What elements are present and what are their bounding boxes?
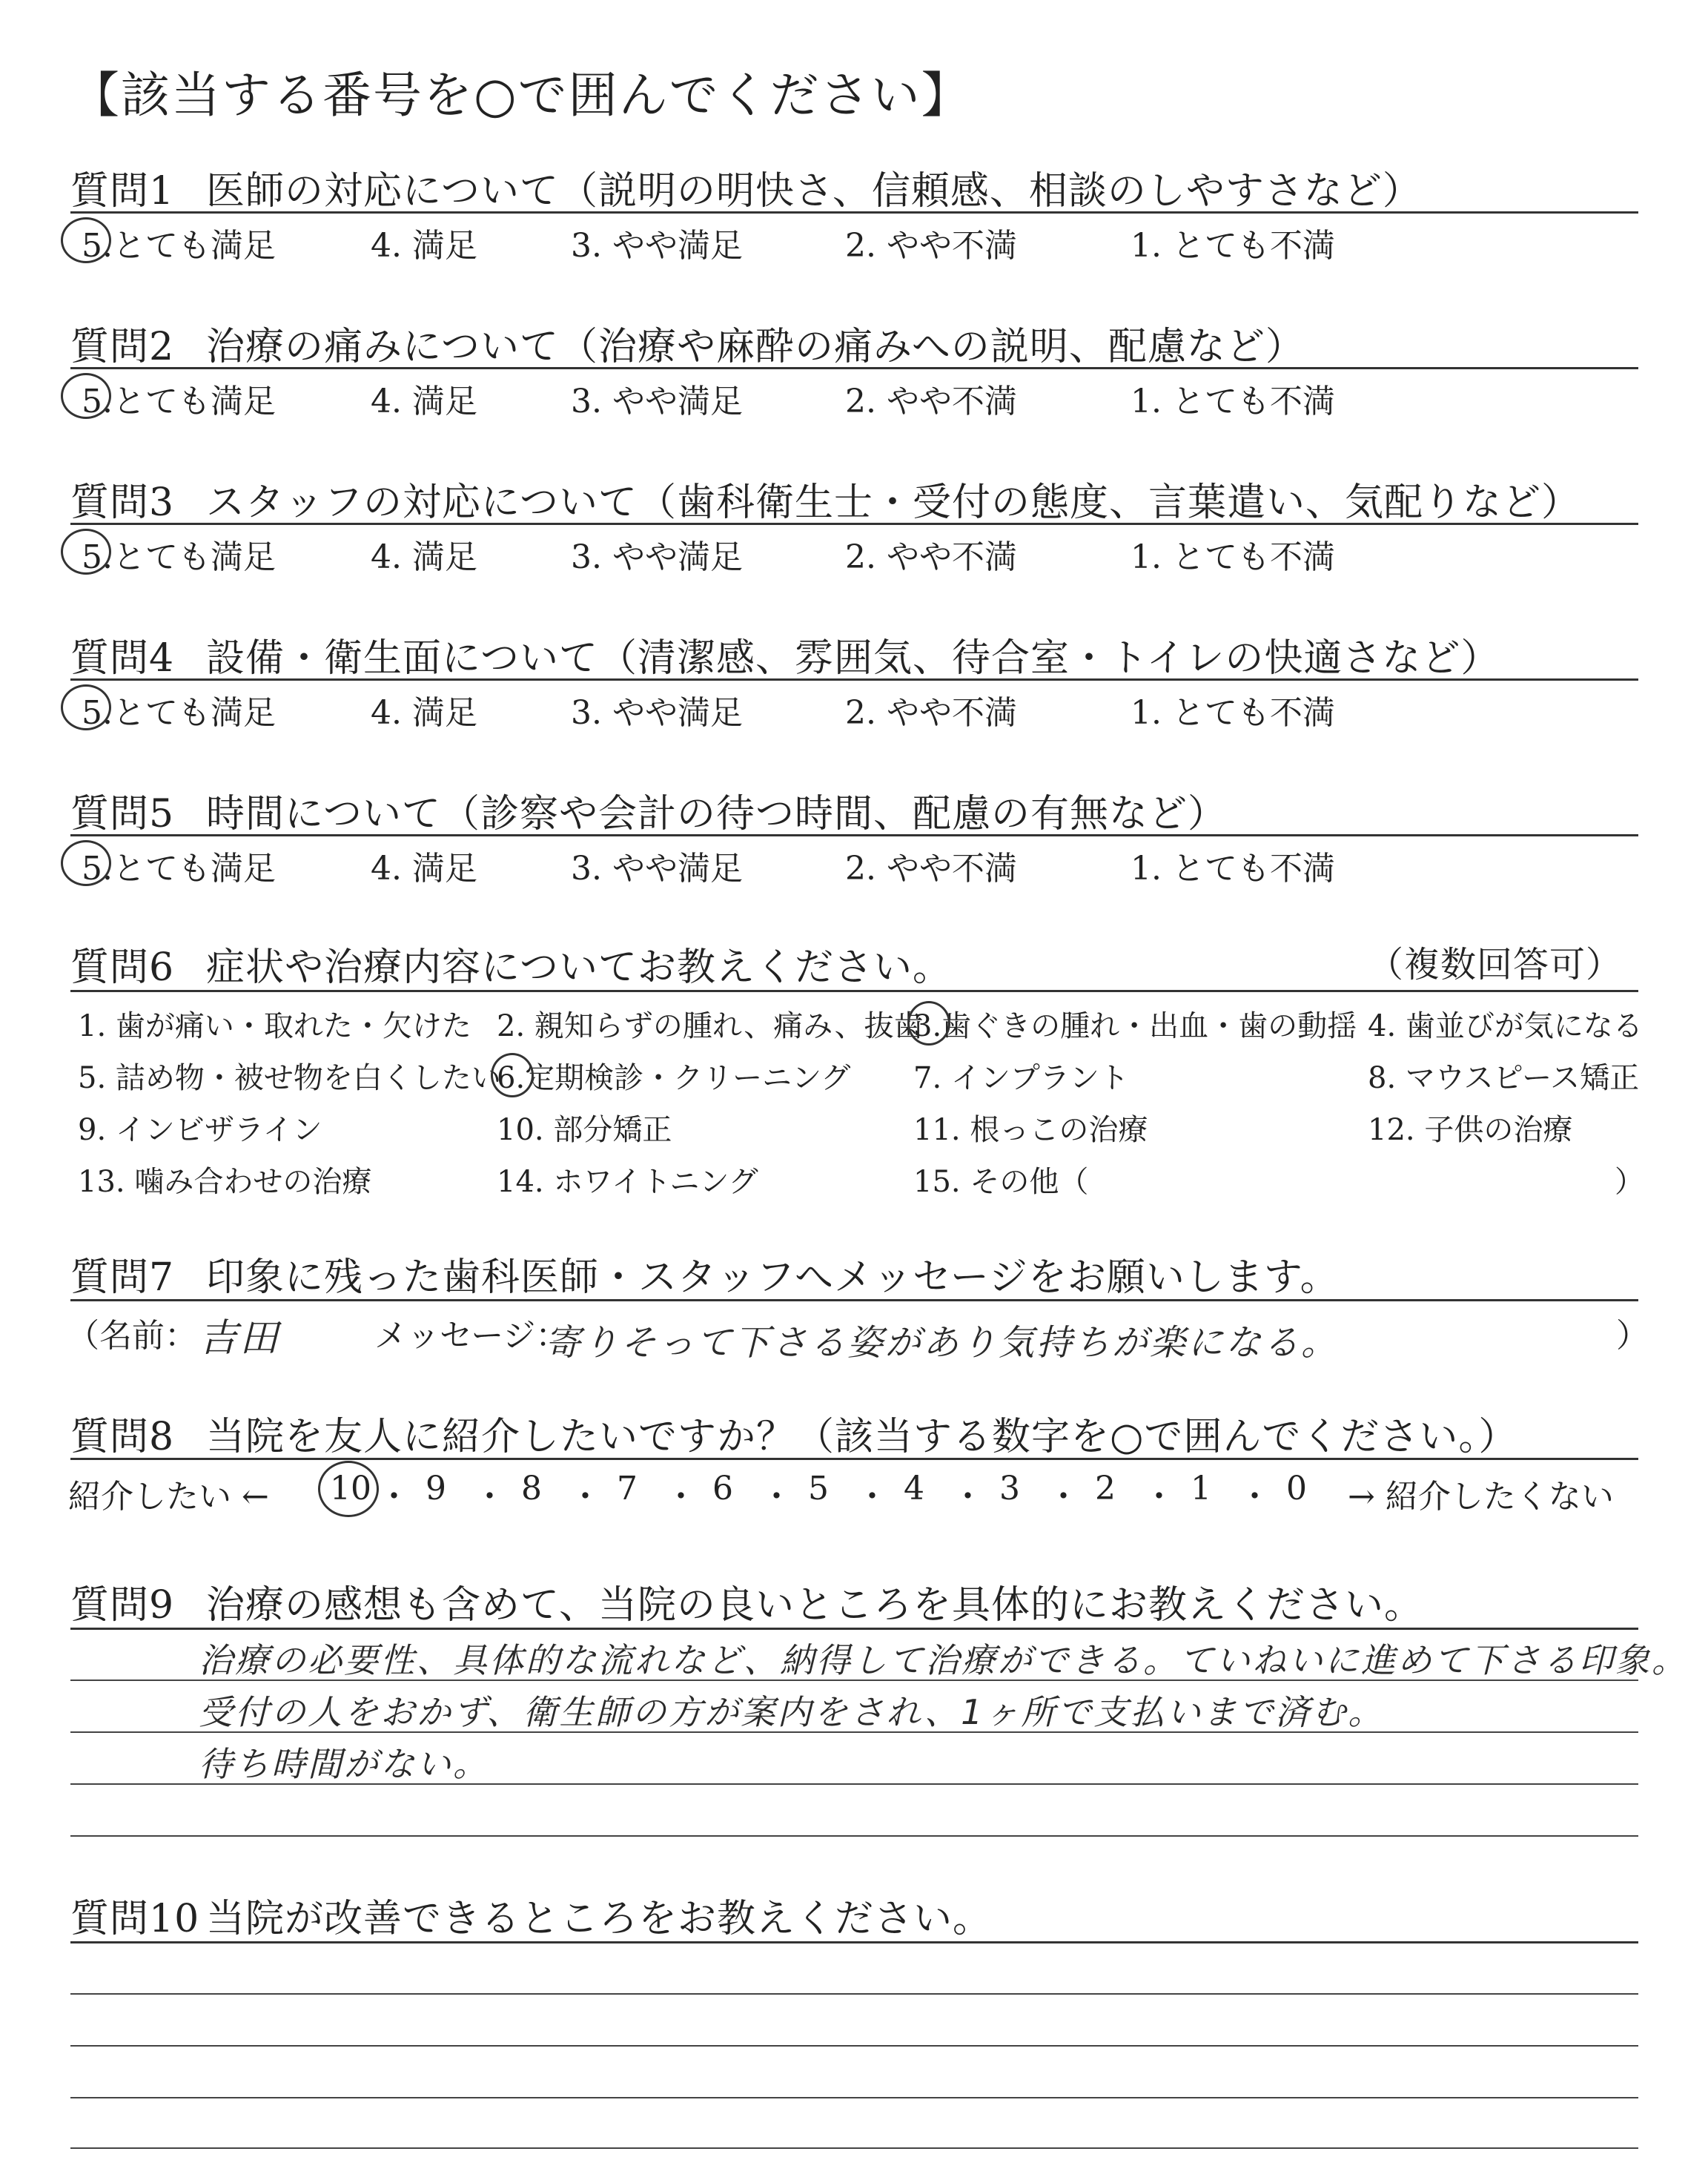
q8-scale-dot: ・ — [569, 1478, 602, 1516]
q2-answer-circle — [61, 373, 111, 419]
q8-scale-5[interactable]: 5 — [808, 1470, 829, 1507]
q2-option-2[interactable]: 2. やや不満 — [845, 383, 1017, 420]
q1-text: 医師の対応について（説明の明快さ、信頼感、相談のしやすさなど） — [206, 169, 1422, 214]
q5-option-1[interactable]: 1. とても不満 — [1131, 850, 1335, 888]
q10-rule-3 — [70, 2045, 1638, 2047]
q1-option-4[interactable]: 4. 満足 — [371, 227, 477, 265]
q7-rule — [70, 1299, 1638, 1301]
q1-answer-circle — [61, 217, 111, 263]
q1-option-2[interactable]: 2. やや不満 — [845, 227, 1017, 265]
q1-option-1[interactable]: 1. とても不満 — [1131, 227, 1335, 265]
q7-message-value[interactable]: 寄りそって下さる姿があり気持ちが楽になる。 — [545, 1322, 1340, 1364]
q9-rule-1 — [70, 1628, 1638, 1630]
q8-scale-7[interactable]: 7 — [617, 1470, 638, 1507]
q8-scale-4[interactable]: 4 — [904, 1470, 924, 1507]
q7-message-label: メッセージ： — [374, 1317, 569, 1355]
q4-option-4[interactable]: 4. 満足 — [371, 694, 477, 732]
q10-rule-2 — [70, 1993, 1638, 1995]
q6-option-6[interactable]: 6.定期検診・クリーニング — [497, 1061, 851, 1095]
page-title: 【該当する番号を○で囲んでください】 — [70, 67, 972, 124]
q8-scale-6[interactable]: 6 — [712, 1470, 733, 1507]
q6-selected-circle-3 — [907, 1001, 950, 1046]
q7-name-value[interactable]: 吉田 — [199, 1316, 281, 1361]
q7-name-label: （名前： — [67, 1317, 197, 1355]
q8-scale-dot: ・ — [377, 1478, 411, 1516]
q10-rule-5 — [70, 2147, 1638, 2149]
q2-option-3[interactable]: 3. やや満足 — [571, 383, 743, 420]
q6-option-7[interactable]: 7. インプラント — [913, 1061, 1129, 1095]
q6-option-10[interactable]: 10. 部分矯正 — [497, 1113, 672, 1147]
q8-scale-dot: ・ — [855, 1478, 889, 1516]
q7-label: 質問7 — [70, 1255, 175, 1300]
q6-option-14[interactable]: 14. ホワイトニング — [497, 1165, 758, 1199]
q6-option-8[interactable]: 8. マウスピース矯正 — [1368, 1061, 1640, 1095]
q8-scale-dot: ・ — [1142, 1478, 1176, 1516]
q8-selected-circle — [318, 1461, 379, 1517]
q6-rule — [70, 990, 1638, 992]
q4-text: 設備・衛生面について（清潔感、雰囲気、待合室・トイレの快適さなど） — [206, 636, 1500, 681]
q8-scale-0[interactable]: 0 — [1286, 1470, 1307, 1507]
q5-text: 時間について（診察や会計の待つ時間、配慮の有無など） — [206, 792, 1227, 836]
q6-option-9[interactable]: 9. インビザライン — [78, 1113, 322, 1147]
q3-option-5[interactable]: 5.とても満足 — [82, 538, 276, 576]
q3-label: 質問3 — [70, 480, 175, 525]
q1-option-3[interactable]: 3. やや満足 — [571, 227, 743, 265]
q8-text: 当院を友人に紹介したいですか？（該当する数字を○で囲んでください。） — [206, 1415, 1518, 1459]
q8-scale-2[interactable]: 2 — [1095, 1470, 1116, 1507]
q6-option-13[interactable]: 13. 噛み合わせの治療 — [78, 1165, 372, 1199]
q10-rule-4 — [70, 2097, 1638, 2098]
q8-scale-3[interactable]: 3 — [999, 1470, 1020, 1507]
q3-option-2[interactable]: 2. やや不満 — [845, 538, 1017, 576]
q10-label: 質問10 — [70, 1897, 200, 1941]
q8-scale-dot: ・ — [1238, 1478, 1271, 1516]
q5-label: 質問5 — [70, 792, 175, 836]
q3-option-1[interactable]: 1. とても不満 — [1131, 538, 1335, 576]
q5-option-3[interactable]: 3. やや満足 — [571, 850, 743, 888]
q7-text: 印象に残った歯科医師・スタッフへメッセージをお願いします。 — [206, 1255, 1340, 1300]
q2-rule — [70, 367, 1638, 369]
q3-text: スタッフの対応について（歯科衛生士・受付の態度、言葉遣い、気配りなど） — [206, 480, 1580, 525]
q9-rule-5 — [70, 1835, 1638, 1837]
q8-left-label: 紹介したい ← — [68, 1478, 269, 1516]
q8-right-label: → 紹介したくない — [1348, 1478, 1614, 1516]
q6-selected-circle-6 — [491, 1053, 534, 1097]
q6-option-12[interactable]: 12. 子供の治療 — [1368, 1113, 1573, 1147]
q4-label: 質問4 — [70, 636, 175, 681]
q5-option-5[interactable]: 5.とても満足 — [82, 850, 276, 888]
q5-rule — [70, 834, 1638, 836]
q8-scale-8[interactable]: 8 — [521, 1470, 542, 1507]
q6-text: 症状や治療内容についてお教えください。 — [206, 945, 952, 990]
q3-option-4[interactable]: 4. 満足 — [371, 538, 477, 576]
q6-note: （複数回答可） — [1368, 944, 1623, 985]
q8-scale-dot: ・ — [951, 1478, 984, 1516]
q8-scale-dot: ・ — [664, 1478, 698, 1516]
q3-rule — [70, 523, 1638, 525]
q9-answer-line-1[interactable]: 治療の必要性、具体的な流れなど、納得して治療ができる。ていねいに進めて下さる印象。 — [199, 1640, 1688, 1680]
q6-label: 質問6 — [70, 945, 175, 990]
q8-scale-10[interactable]: 10 — [330, 1470, 371, 1507]
q6-option-1[interactable]: 1. 歯が痛い・取れた・欠けた — [78, 1009, 471, 1043]
q8-scale-dot: ・ — [760, 1478, 793, 1516]
q8-scale-1[interactable]: 1 — [1191, 1470, 1211, 1507]
q3-option-3[interactable]: 3. やや満足 — [571, 538, 743, 576]
q3-answer-circle — [61, 529, 111, 575]
q6-option-other-close: ） — [1615, 1165, 1644, 1199]
q1-rule — [70, 211, 1638, 214]
q2-option-1[interactable]: 1. とても不満 — [1131, 383, 1335, 420]
q4-option-1[interactable]: 1. とても不満 — [1131, 694, 1335, 732]
q10-text: 当院が改善できるところをお教えください。 — [206, 1897, 993, 1941]
q8-scale-dot: ・ — [1047, 1478, 1080, 1516]
q4-option-5[interactable]: 5.とても満足 — [82, 694, 276, 732]
q4-option-3[interactable]: 3. やや満足 — [571, 694, 743, 732]
q4-option-2[interactable]: 2. やや不満 — [845, 694, 1017, 732]
q8-rule — [70, 1458, 1638, 1460]
q2-option-5[interactable]: 5.とても満足 — [82, 383, 276, 420]
q5-option-4[interactable]: 4. 満足 — [371, 850, 477, 888]
q8-scale-9[interactable]: 9 — [426, 1470, 446, 1507]
q8-label: 質問8 — [70, 1415, 175, 1459]
q4-rule — [70, 678, 1638, 681]
q1-label: 質問1 — [70, 169, 175, 214]
q9-answer-line-2[interactable]: 受付の人をおかず、衛生師の方が案内をされ、1ヶ所で支払いまで済む。 — [199, 1692, 1385, 1732]
q10-rule-1 — [70, 1941, 1638, 1943]
q1-option-5[interactable]: 5.とても満足 — [82, 227, 276, 265]
q2-text: 治療の痛みについて（治療や麻酔の痛みへの説明、配慮など） — [206, 325, 1305, 369]
q5-option-2[interactable]: 2. やや不満 — [845, 850, 1017, 888]
q5-answer-circle — [61, 840, 111, 886]
q8-scale-dot: ・ — [473, 1478, 506, 1516]
q6-option-15[interactable]: 15. その他（ — [913, 1165, 1089, 1199]
q6-option-3[interactable]: 3.歯ぐきの腫れ・出血・歯の動揺 — [913, 1009, 1357, 1043]
q6-option-4[interactable]: 4. 歯並びが気になる — [1368, 1009, 1643, 1043]
q9-answer-line-3[interactable]: 待ち時間がない。 — [199, 1744, 489, 1784]
q2-option-4[interactable]: 4. 満足 — [371, 383, 477, 420]
q2-label: 質問2 — [70, 325, 175, 369]
q4-answer-circle — [61, 684, 111, 730]
q9-label: 質問9 — [70, 1583, 175, 1628]
q7-close-paren: ） — [1616, 1317, 1649, 1355]
q9-text: 治療の感想も含めて、当院の良いところを具体的にお教えください。 — [206, 1583, 1423, 1628]
q6-option-11[interactable]: 11. 根っこの治療 — [913, 1113, 1148, 1147]
q6-option-5[interactable]: 5. 詰め物・被せ物を白くしたい — [78, 1061, 501, 1095]
q6-option-2[interactable]: 2. 親知らずの腫れ、痛み、抜歯 — [497, 1009, 924, 1043]
